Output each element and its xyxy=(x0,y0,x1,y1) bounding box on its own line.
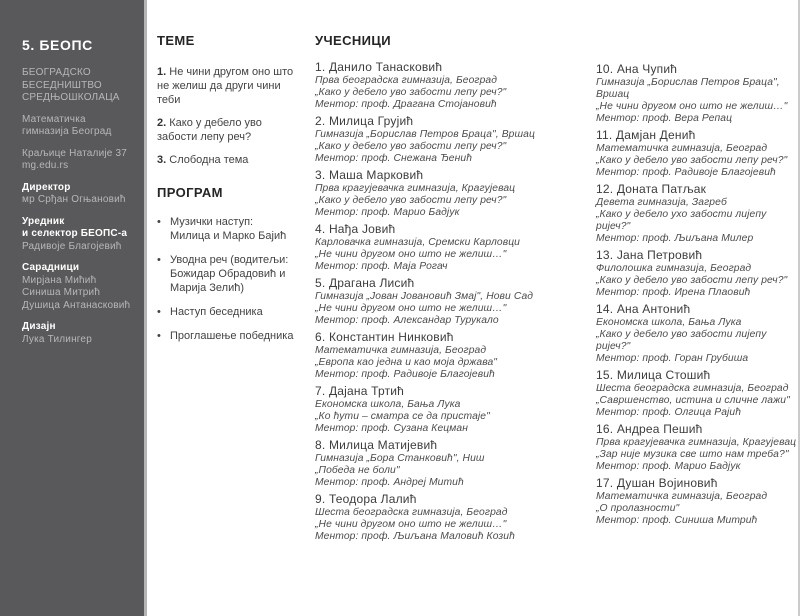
participant-name: 10. Ана Чупић xyxy=(596,62,678,76)
program-item xyxy=(157,329,295,343)
host-school-line: Математичка xyxy=(22,113,86,125)
program-item-text: Проглашење победника xyxy=(170,330,294,342)
participant-mentor: Ментор: проф. Вера Репац xyxy=(596,113,733,124)
participant-name: 11. Дамјан Денић xyxy=(596,128,696,142)
participant-mentor: Ментор: проф. Андреј Митић xyxy=(315,477,464,488)
program-item-text: Музички наступ: Милица и Марко Бајић xyxy=(170,216,287,242)
participant-topic: „Како у дебело уво забости лепу реч?" xyxy=(315,87,507,98)
participant-entry xyxy=(596,62,800,125)
editor-name: Радивоје Благојевић xyxy=(22,240,122,252)
participant-entry xyxy=(315,438,591,489)
theme-text: Не чини другом оно што не желиш да други чини теби xyxy=(157,66,294,106)
host-school xyxy=(22,114,132,139)
participant-topic: „Зар није музика све што нам треба?" xyxy=(596,449,789,460)
participant-topic: „Како у дебело уво забости лепу реч?" xyxy=(315,141,507,152)
participant-entry xyxy=(315,168,591,219)
program-item-text: Наступ беседника xyxy=(170,306,263,318)
theme-number: 1. xyxy=(157,66,167,78)
participant-topic: „Европа као једна и као моја држава" xyxy=(315,357,498,368)
participants-column-1 xyxy=(315,33,591,546)
participant-name: 15. Милица Стошић xyxy=(596,368,711,382)
collaborators-block xyxy=(22,262,132,312)
editor-label-line: и селектор БЕОПС-а xyxy=(22,228,128,239)
participant-school: Економска школа, Бања Лука xyxy=(596,317,742,328)
theme-item xyxy=(157,153,295,167)
participant-school: Гимназија „Борислав Петров Браца", Вршац xyxy=(315,129,535,140)
participant-school: Гимназија „Бора Станковић", Ниш xyxy=(315,453,485,464)
bullet-icon: • xyxy=(157,330,161,342)
org-subtitle xyxy=(22,67,132,105)
participant-school: Гимназија „Борислав Петров Браца", Вршац xyxy=(596,77,780,100)
participant-topic: „Како у дебело ухо забости лијепу ријеч?" xyxy=(596,209,767,232)
participant-name: 12. Доната Патљак xyxy=(596,182,707,196)
participant-school: Девета гимназија, Загреб xyxy=(596,197,727,208)
participant-mentor: Ментор: проф. Љиљана Маловић Козић xyxy=(315,531,515,542)
participant-name: 5. Драгана Лисић xyxy=(315,276,415,290)
editor-label-line: Уредник xyxy=(22,215,65,227)
program-item xyxy=(157,253,295,295)
participant-mentor: Ментор: проф. Александар Турукало xyxy=(315,315,499,326)
participant-mentor: Ментор: проф. Драгана Стојановић xyxy=(315,99,497,110)
collaborator-name: Душица Антанасковић xyxy=(22,299,131,311)
participant-entry xyxy=(596,248,800,299)
participant-mentor: Ментор: проф. Олгица Рајић xyxy=(596,407,742,418)
participant-entry xyxy=(596,182,800,245)
participant-topic: „Не чини другом оно што не желиш…" xyxy=(315,303,507,314)
director-name: мр Срђан Огњановић xyxy=(22,194,126,205)
participant-school: Прва крагујевачка гимназија, Крагујевац xyxy=(596,437,797,448)
participant-topic: „Како у дебело уво забости лијепу ријеч?" xyxy=(596,329,767,352)
collaborator-name: Синиша Митрић xyxy=(22,287,101,298)
participant-entry xyxy=(315,384,591,435)
theme-text: Како у дебело уво забости лепу реч? xyxy=(157,117,262,143)
participant-topic: „О пролазности" xyxy=(596,503,680,514)
participant-school: Економска школа, Бања Лука xyxy=(315,399,461,410)
participant-topic: „Како у дебело уво забости лепу реч?" xyxy=(596,155,788,166)
participant-name: 17. Душан Војиновић xyxy=(596,476,718,490)
sidebar xyxy=(0,0,147,616)
participant-name: 3. Маша Марковић xyxy=(315,168,424,182)
participant-school: Математичка гимназија, Београд xyxy=(315,345,487,356)
host-school-line: гимназија Београд xyxy=(22,126,112,137)
participant-mentor: Ментор: проф. Марио Бадјук xyxy=(315,207,460,218)
participant-name: 6. Константин Нинковић xyxy=(315,330,454,344)
participant-mentor: Ментор: проф. Горан Грубиша xyxy=(596,353,749,364)
participant-name: 16. Андреа Пешић xyxy=(596,422,703,436)
participant-name: 4. Нађа Јовић xyxy=(315,222,396,236)
theme-item xyxy=(157,116,295,144)
program-item xyxy=(157,215,295,243)
participant-name: 8. Милица Матијевић xyxy=(315,438,438,452)
org-subtitle-line: БЕОГРАДСКО xyxy=(22,67,91,78)
program-heading: ПРОГРАМ xyxy=(157,185,223,200)
website: mg.edu.rs xyxy=(22,160,69,171)
org-subtitle-line: СРЕДЊОШКОЛАЦА xyxy=(22,92,120,103)
participant-name: 9. Теодора Лалић xyxy=(315,492,417,506)
design-block xyxy=(22,321,132,346)
participant-entry xyxy=(315,276,591,327)
participant-entry xyxy=(315,60,591,111)
participant-entry xyxy=(315,114,591,165)
participant-mentor: Ментор: проф. Ирена Плаовић xyxy=(596,287,751,298)
bullet-icon: • xyxy=(157,306,161,318)
director-label: Директор xyxy=(22,181,71,193)
participant-mentor: Ментор: проф. Марио Бадјук xyxy=(596,461,741,472)
program-item xyxy=(157,305,295,319)
theme-number: 3. xyxy=(157,154,167,166)
participant-school: Математичка гимназија, Београд xyxy=(596,491,768,502)
participant-name: 13. Јана Петровић xyxy=(596,248,703,262)
address: Краљице Наталије 37 xyxy=(22,147,128,159)
participant-topic: „Не чини другом оно што не желиш…" xyxy=(315,519,507,530)
participant-mentor: Ментор: проф. Љиљана Милер xyxy=(596,233,754,244)
participant-name: 2. Милица Грујић xyxy=(315,114,414,128)
participant-name: 7. Дајана Тртић xyxy=(315,384,405,398)
participant-topic: „Како у дебело уво забости лепу реч?" xyxy=(315,195,507,206)
program-item-text: Уводна реч (водитељи: Божидар Обрадовић и Марија Зелић) xyxy=(170,254,289,294)
participant-name: 1. Данило Танасковић xyxy=(315,60,443,74)
participant-school: Прва београдска гимназија, Београд xyxy=(315,75,498,86)
collaborator-name: Мирјана Мићић xyxy=(22,274,97,286)
participant-mentor: Ментор: проф. Маја Рогач xyxy=(315,261,448,272)
themes-program-column xyxy=(157,33,295,353)
participant-mentor: Ментор: проф. Сузана Кецман xyxy=(315,423,469,434)
bullet-icon: • xyxy=(157,216,161,228)
themes-heading: ТЕМЕ xyxy=(157,33,195,48)
participant-name: 14. Ана Антонић xyxy=(596,302,691,316)
participant-topic: „Како у дебело уво забости лепу реч?" xyxy=(596,275,788,286)
theme-number: 2. xyxy=(157,117,167,129)
collaborators-label: Сарадници xyxy=(22,262,80,273)
participant-topic: „Победа не боли" xyxy=(315,465,400,476)
participant-entry xyxy=(596,302,800,365)
org-subtitle-line: БЕСЕДНИШТВО xyxy=(22,79,102,91)
participant-entry xyxy=(315,330,591,381)
director-block xyxy=(22,182,132,207)
participant-school: Прва крагујевачка гимназија, Крагујевац xyxy=(315,183,516,194)
participant-entry xyxy=(315,492,591,543)
bullet-icon: • xyxy=(157,254,161,266)
participant-entry xyxy=(596,368,800,419)
participant-school: Математичка гимназија, Београд xyxy=(596,143,768,154)
participant-entry xyxy=(596,422,800,473)
participant-mentor: Ментор: проф. Радивоје Благојевић xyxy=(596,167,776,178)
designer-name: Лука Тилингер xyxy=(22,333,92,345)
participant-topic: „Не чини другом оно што не желиш…" xyxy=(315,249,507,260)
participants-heading: УЧЕСНИЦИ xyxy=(315,33,392,48)
editor-block xyxy=(22,216,132,254)
participant-topic: „Савршенство, истина и сличне лажи" xyxy=(596,395,790,406)
participant-mentor: Ментор: проф. Синиша Митрић xyxy=(596,515,758,526)
contact-block xyxy=(22,148,132,173)
participants-column-2 xyxy=(596,62,800,530)
participant-school: Шеста београдска гимназија, Београд xyxy=(315,507,508,518)
participant-entry xyxy=(596,476,800,527)
participant-mentor: Ментор: проф. Радивоје Благојевић xyxy=(315,369,495,380)
participant-entry xyxy=(596,128,800,179)
participant-school: Филолошка гимназија, Београд xyxy=(596,263,752,274)
participant-school: Гимназија „Јован Јовановић Змај", Нови Сад xyxy=(315,291,534,302)
theme-text: Слободна тема xyxy=(169,154,249,166)
participant-school: Шеста београдска гимназија, Београд xyxy=(596,383,789,394)
design-label: Дизајн xyxy=(22,321,56,332)
event-title: 5. БЕОПС xyxy=(22,37,93,53)
participant-topic: „Ко ћути – сматра се да пристаје" xyxy=(315,411,490,422)
participant-mentor: Ментор: проф. Снежана Ђенић xyxy=(315,153,473,164)
participant-school: Карловачка гимназија, Сремски Карловци xyxy=(315,237,521,248)
participant-topic: „Не чини другом оно што не желиш…" xyxy=(596,101,788,112)
participant-entry xyxy=(315,222,591,273)
theme-item xyxy=(157,65,295,107)
